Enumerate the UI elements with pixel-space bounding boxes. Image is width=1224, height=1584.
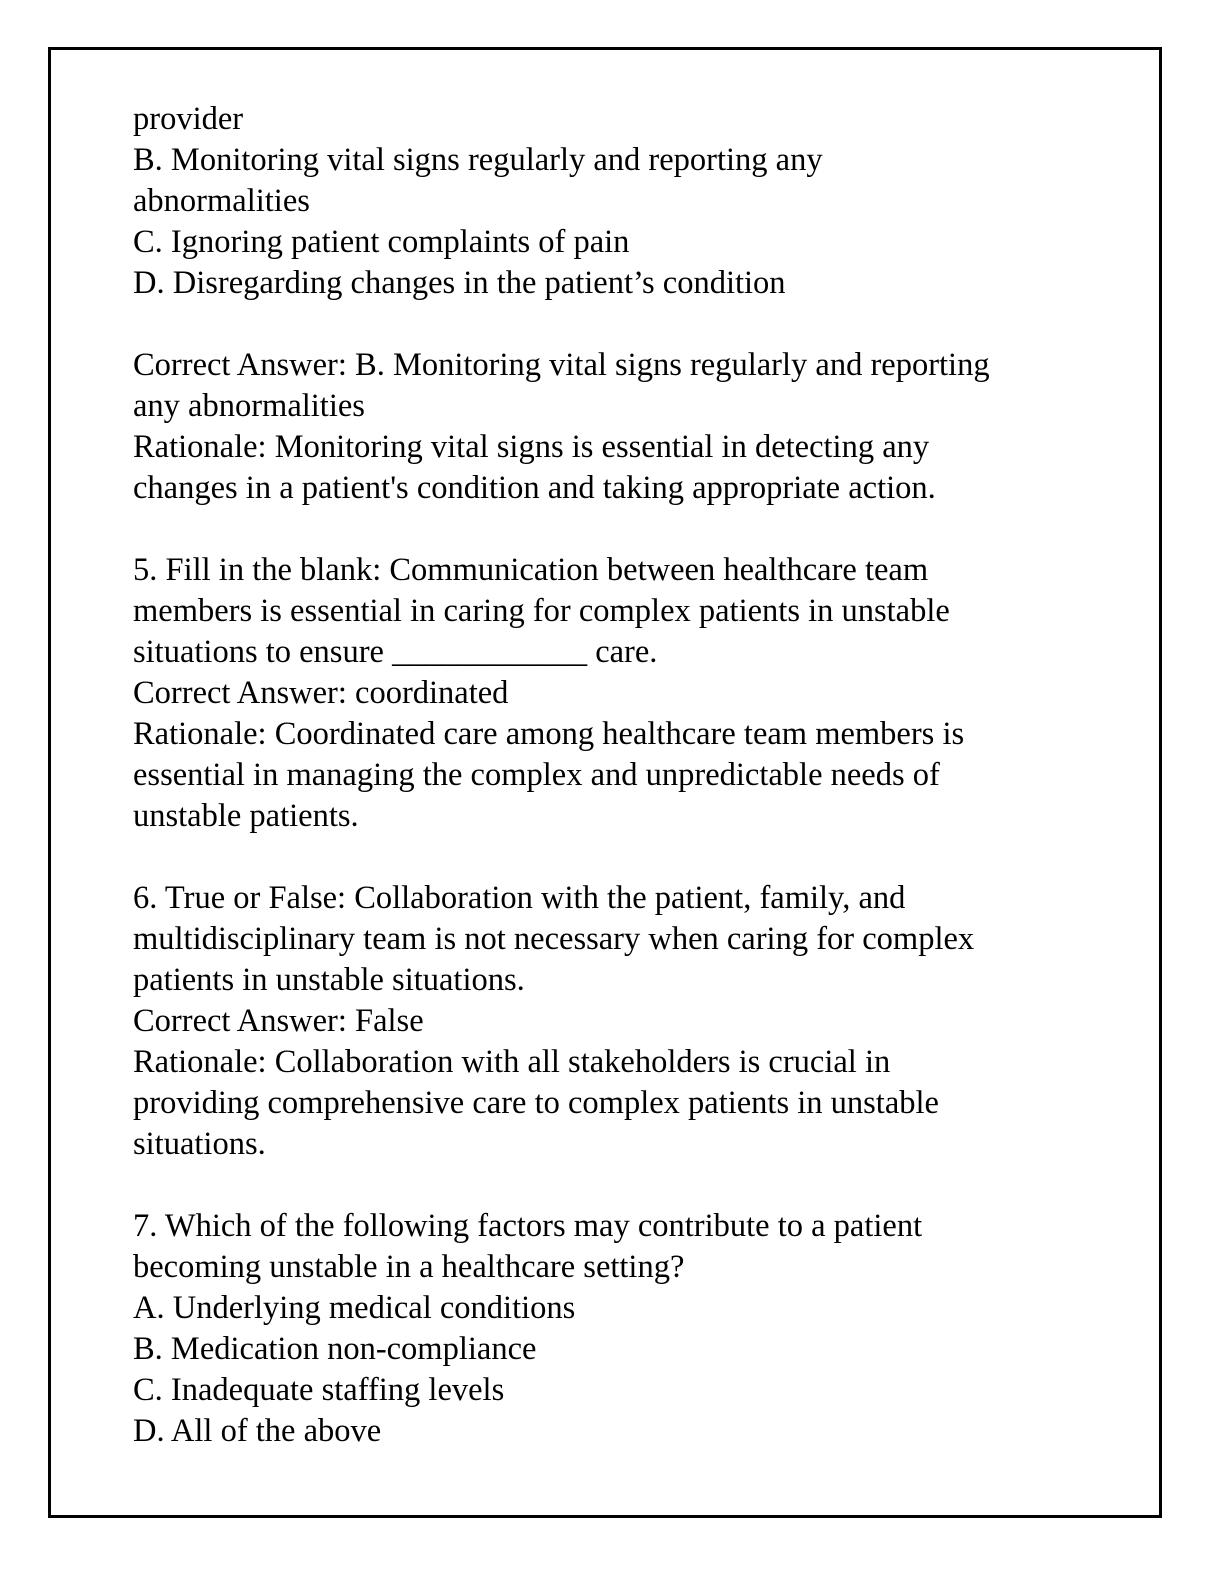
option-a: A. Underlying medical conditions bbox=[133, 1290, 576, 1326]
question-5 bbox=[133, 550, 1093, 837]
question-line-2: members is essential in caring for complex patients in unstable bbox=[133, 593, 950, 629]
question-7 bbox=[133, 1206, 1093, 1452]
option-d: D. All of the above bbox=[133, 1413, 382, 1449]
question-line-2: becoming unstable in a healthcare setting? bbox=[133, 1249, 685, 1285]
rationale-line-1: Rationale: Monitoring vital signs is essential in detecting any bbox=[133, 429, 930, 465]
rationale-line-2: providing comprehensive care to complex patients in unstable bbox=[133, 1085, 939, 1121]
rationale-line-2: essential in managing the complex and unpredictable needs of bbox=[133, 757, 940, 793]
question-line-3: situations to ensure ____________ care. bbox=[133, 634, 658, 670]
spacer bbox=[133, 837, 1093, 878]
spacer bbox=[133, 1165, 1093, 1206]
option-c: C. Ignoring patient complaints of pain bbox=[133, 224, 630, 260]
option-a-tail: provider bbox=[133, 101, 244, 137]
correct-answer: Correct Answer: False bbox=[133, 1003, 424, 1039]
question-line-1: 6. True or False: Collaboration with the patient, family, and bbox=[133, 880, 906, 916]
rationale-line-3: unstable patients. bbox=[133, 798, 359, 834]
correct-answer: Correct Answer: coordinated bbox=[133, 675, 509, 711]
option-d: D. Disregarding changes in the patient’s condition bbox=[133, 265, 786, 301]
correct-answer-line-1: Correct Answer: B. Monitoring vital signs regularly and reporting bbox=[133, 347, 990, 383]
question-line-1: 5. Fill in the blank: Communication between healthcare team bbox=[133, 552, 929, 588]
question-line-3: patients in unstable situations. bbox=[133, 962, 525, 998]
question-line-1: 7. Which of the following factors may contribute to a patient bbox=[133, 1208, 923, 1244]
spacer bbox=[133, 304, 1093, 345]
question-6 bbox=[133, 878, 1093, 1165]
question-line-2: multidisciplinary team is not necessary when caring for complex bbox=[133, 921, 975, 957]
spacer bbox=[133, 509, 1093, 550]
question-4-continued bbox=[133, 99, 1093, 509]
rationale-line-1: Rationale: Coordinated care among healthcare team members is bbox=[133, 716, 965, 752]
option-b-line-1: B. Monitoring vital signs regularly and reporting any bbox=[133, 142, 823, 178]
correct-answer-line-2: any abnormalities bbox=[133, 388, 365, 424]
rationale-line-3: situations. bbox=[133, 1126, 266, 1162]
option-b: B. Medication non-compliance bbox=[133, 1331, 537, 1367]
document-body bbox=[133, 99, 1093, 1452]
rationale-line-1: Rationale: Collaboration with all stakeholders is crucial in bbox=[133, 1044, 891, 1080]
option-c: C. Inadequate staffing levels bbox=[133, 1372, 505, 1408]
option-b-line-2: abnormalities bbox=[133, 183, 310, 219]
rationale-line-2: changes in a patient's condition and taking appropriate action. bbox=[133, 470, 936, 506]
